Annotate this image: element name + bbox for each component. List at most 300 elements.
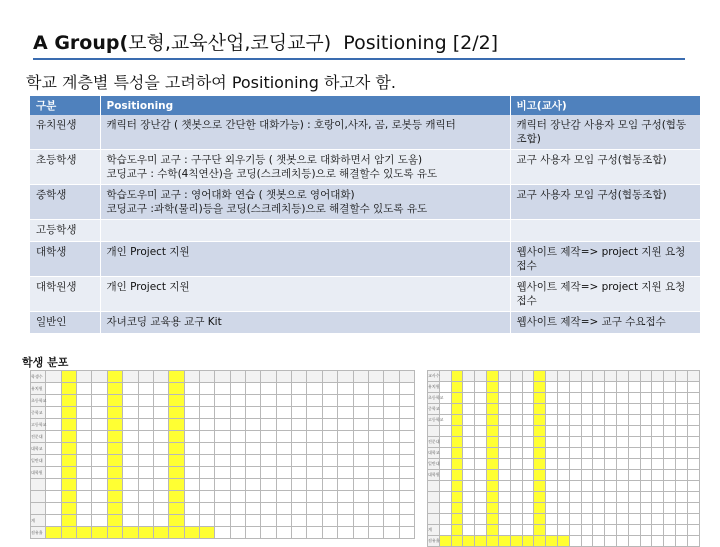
grid-cell [138,503,153,515]
grid-cell [546,470,558,481]
grid-cell [652,536,664,547]
grid-cell [652,470,664,481]
grid-cell [487,382,499,393]
grid-cell [368,443,383,455]
grid-cell [61,455,76,467]
grid-cell [475,404,487,415]
grid-cell [439,503,451,514]
grid-cell [138,395,153,407]
grid-cell [92,515,107,527]
grid-cell [31,479,46,491]
grid-cell [261,527,276,539]
grid-row [31,431,415,443]
grid-cell [463,426,475,437]
grid-cell [664,459,676,470]
grid-cell [215,527,230,539]
grid-cell [557,448,569,459]
grid-row [428,371,700,382]
table-row [30,150,700,185]
grid-cell [451,393,463,404]
grid-cell [546,437,558,448]
title-paren-open: ( [119,32,129,54]
grid-cell [652,393,664,404]
grid-cell [557,382,569,393]
grid-cell: 대학원 [31,467,46,479]
grid-row [31,491,415,503]
grid-cell [652,459,664,470]
grid-cell [292,383,307,395]
grid-cell [46,503,61,515]
grid-cell [640,371,652,382]
positioning-table [30,96,701,334]
grid-cell [522,371,534,382]
grid-cell [199,407,214,419]
grid-cell [230,455,245,467]
grid-cell [534,448,546,459]
grid-cell [246,467,261,479]
row-positioning [100,115,510,150]
grid-cell [605,448,617,459]
grid-cell [475,536,487,547]
grid-cell [522,459,534,470]
grid-cell [353,491,368,503]
grid-cell [581,470,593,481]
grid-cell: 초등학교 [428,393,440,404]
grid-cell [307,395,322,407]
grid-cell [368,419,383,431]
grid-cell [230,419,245,431]
grid-cell [276,455,291,467]
grid-cell [475,382,487,393]
grid-cell [687,382,699,393]
grid-cell [451,492,463,503]
grid-cell [475,371,487,382]
grid-cell: 교사수 [428,371,440,382]
grid-cell [399,443,414,455]
grid-cell [451,503,463,514]
grid-cell [664,536,676,547]
grid-cell [581,426,593,437]
grid-cell [184,383,199,395]
grid-cell [498,481,510,492]
grid-cell [61,383,76,395]
grid-cell [581,393,593,404]
row-note [510,277,700,312]
grid-cell [687,448,699,459]
note-line: 웹사이트 제작=> project 지원 요청 접수 [516,246,686,272]
grid-cell [557,437,569,448]
grid-cell [593,459,605,470]
grid-cell [261,503,276,515]
grid-cell [534,404,546,415]
grid-cell [261,443,276,455]
grid-cell [617,470,629,481]
grid-cell [439,382,451,393]
grid-cell [138,467,153,479]
grid-cell [664,382,676,393]
grid-cell [534,415,546,426]
grid-cell [46,395,61,407]
grid-row [31,371,415,383]
grid-cell [581,525,593,536]
grid-cell [123,383,138,395]
grid-cell [687,503,699,514]
grid-cell [439,514,451,525]
row-note [510,242,700,277]
grid-cell [276,491,291,503]
grid-cell [581,481,593,492]
grid-cell [77,467,92,479]
grid-cell [451,437,463,448]
grid-row [31,503,415,515]
grid-cell [215,419,230,431]
grid-cell [322,491,337,503]
grid-cell [261,395,276,407]
grid-cell [605,492,617,503]
grid-cell [153,395,168,407]
grid-cell [510,393,522,404]
grid-cell [557,492,569,503]
grid-cell [605,481,617,492]
grid-cell [92,371,107,383]
grid-cell [92,479,107,491]
grid-cell [569,393,581,404]
row-category: 중학생 [30,185,100,220]
grid-cell [246,503,261,515]
row-note [510,185,700,220]
grid-cell [640,437,652,448]
grid-cell [640,448,652,459]
grid-cell [451,448,463,459]
grid-cell [138,407,153,419]
grid-cell [439,481,451,492]
grid-cell [123,419,138,431]
grid-cell [522,393,534,404]
grid-cell: 중학교 [31,407,46,419]
grid-cell [569,525,581,536]
grid-cell [463,470,475,481]
note-line: 캐릭터 장난감 사용자 모임 구성(협동조합) [516,119,687,145]
grid-cell [605,525,617,536]
grid-cell [581,404,593,415]
grid-cell [463,514,475,525]
note-line: 웹사이트 제작=> 교구 수요접수 [516,316,666,328]
grid-cell [107,419,122,431]
grid-cell [46,467,61,479]
grid-cell [581,492,593,503]
grid-cell [153,443,168,455]
grid-cell [246,419,261,431]
grid-cell [338,371,353,383]
grid-cell [593,393,605,404]
grid-row [31,407,415,419]
grid-cell [338,443,353,455]
grid-cell [569,415,581,426]
grid-cell: 일반대 [31,455,46,467]
grid-cell [487,492,499,503]
grid-cell [510,525,522,536]
grid-cell [687,459,699,470]
grid-cell [107,371,122,383]
grid-cell [184,395,199,407]
grid-cell [92,491,107,503]
grid-cell [307,431,322,443]
grid-cell [546,415,558,426]
grid-cell [61,395,76,407]
grid-cell [246,479,261,491]
grid-cell [605,514,617,525]
grid-cell [652,503,664,514]
grid-cell [307,515,322,527]
grid-cell [522,437,534,448]
grid-cell: 전문대 [428,437,440,448]
grid-cell [384,395,399,407]
grid-cell [510,437,522,448]
grid-cell [169,407,184,419]
grid-cell [353,407,368,419]
grid-cell [534,481,546,492]
grid-cell [246,431,261,443]
grid-cell [123,527,138,539]
grid-cell [522,470,534,481]
grid-cell [534,525,546,536]
grid-cell [557,404,569,415]
grid-cell [368,479,383,491]
grid-cell [153,515,168,527]
grid-cell [77,431,92,443]
grid-cell [384,419,399,431]
grid-cell [487,393,499,404]
header-positioning: Positioning [100,96,510,115]
grid-row [428,382,700,393]
grid-cell [498,514,510,525]
grid-cell [123,479,138,491]
grid-cell: 학생수 [31,371,46,383]
grid-cell [399,431,414,443]
grid-cell [510,481,522,492]
grid-cell [487,514,499,525]
grid-cell [522,503,534,514]
grid-cell [664,492,676,503]
grid-cell [138,443,153,455]
grid-cell [628,514,640,525]
table-row [30,115,700,150]
grid-cell [261,479,276,491]
grid-cell [546,514,558,525]
grid-cell [428,514,440,525]
grid-cell [605,393,617,404]
grid-cell [428,492,440,503]
grid-cell [384,503,399,515]
grid-cell [276,527,291,539]
grid-cell [107,491,122,503]
grid-cell [338,467,353,479]
grid-cell [46,515,61,527]
grid-cell [169,395,184,407]
positioning-line: 자녀코딩 교육용 교구 Kit [106,316,222,328]
grid-cell [498,437,510,448]
grid-cell [107,503,122,515]
grid-cell [92,431,107,443]
grid-cell [230,491,245,503]
grid-cell [77,515,92,527]
grid-row [428,426,700,437]
grid-cell [61,491,76,503]
grid-cell [246,443,261,455]
grid-cell [77,527,92,539]
grid-cell [534,426,546,437]
grid-cell: 유치원 [31,383,46,395]
grid-row [428,470,700,481]
grid-cell [652,481,664,492]
grid-cell [307,419,322,431]
grid-cell [546,382,558,393]
grid-cell [439,437,451,448]
grid-cell [368,503,383,515]
grid-cell [534,437,546,448]
grid-cell [617,437,629,448]
row-positioning [100,220,510,242]
grid-cell [153,527,168,539]
grid-cell [687,371,699,382]
grid-cell [77,407,92,419]
grid-cell [107,395,122,407]
grid-row [428,492,700,503]
grid-cell: 점유율 [428,536,440,547]
grid-cell [593,426,605,437]
grid-cell [307,491,322,503]
grid-cell [628,525,640,536]
grid-cell: 대학원 [428,470,440,481]
grid-cell [617,459,629,470]
grid-cell [652,371,664,382]
grid-cell [199,491,214,503]
grid-cell [451,415,463,426]
grid-cell [628,448,640,459]
grid-cell [439,492,451,503]
grid-cell [46,407,61,419]
grid-cell [261,383,276,395]
grid-cell [569,514,581,525]
grid-cell [676,503,688,514]
grid-cell [384,527,399,539]
grid-cell [617,503,629,514]
grid-cell [534,492,546,503]
grid-cell [687,470,699,481]
grid-cell [230,431,245,443]
grid-cell [557,470,569,481]
grid-cell [92,455,107,467]
grid-cell: 대학교 [428,448,440,459]
grid-cell [215,395,230,407]
teacher-distribution-table [427,370,700,547]
grid-cell [246,527,261,539]
grid-cell [322,383,337,395]
grid-cell [534,371,546,382]
grid-cell [605,404,617,415]
grid-cell [605,470,617,481]
grid-cell [399,419,414,431]
grid-cell [230,371,245,383]
row-positioning [100,242,510,277]
grid-cell [475,415,487,426]
grid-cell [322,467,337,479]
grid-cell [451,525,463,536]
grid-cell [510,514,522,525]
grid-cell [230,527,245,539]
grid-cell [534,470,546,481]
table-row [30,242,700,277]
grid-cell [138,527,153,539]
grid-cell [384,455,399,467]
grid-row [428,415,700,426]
grid-cell [652,415,664,426]
grid-cell [123,491,138,503]
row-category: 대학원생 [30,277,100,312]
grid-cell [338,431,353,443]
row-positioning [100,150,510,185]
grid-cell [451,536,463,547]
grid-cell [353,371,368,383]
grid-cell [557,393,569,404]
grid-cell [46,479,61,491]
row-category: 유치원생 [30,115,100,150]
grid-cell [687,426,699,437]
grid-cell [617,514,629,525]
grid-cell [605,459,617,470]
grid-cell [557,426,569,437]
grid-cell [307,407,322,419]
subtitle: 학교 계층별 특성을 고려하여 Positioning 하고자 함. [26,73,396,92]
grid-cell [640,393,652,404]
grid-cell [246,383,261,395]
grid-cell [292,407,307,419]
grid-cell [92,503,107,515]
grid-cell [451,459,463,470]
grid-cell [384,467,399,479]
grid-cell [384,371,399,383]
grid-cell [138,383,153,395]
grid-cell [368,491,383,503]
grid-cell [384,515,399,527]
grid-cell [46,491,61,503]
grid-cell [451,371,463,382]
grid-cell [687,536,699,547]
grid-row [31,467,415,479]
grid-cell [169,455,184,467]
grid-cell [199,419,214,431]
grid-cell [652,426,664,437]
grid-cell [487,448,499,459]
grid-cell [687,514,699,525]
grid-cell [292,443,307,455]
grid-cell [169,503,184,515]
grid-cell [261,407,276,419]
grid-cell [338,455,353,467]
grid-cell [593,481,605,492]
grid-cell [522,492,534,503]
grid-cell [353,419,368,431]
grid-cell [534,382,546,393]
grid-cell [605,536,617,547]
grid-cell [664,437,676,448]
row-note [510,220,700,242]
grid-cell [617,492,629,503]
grid-cell [581,536,593,547]
row-category: 고등학생 [30,220,100,242]
grid-cell [353,455,368,467]
grid-cell [569,426,581,437]
